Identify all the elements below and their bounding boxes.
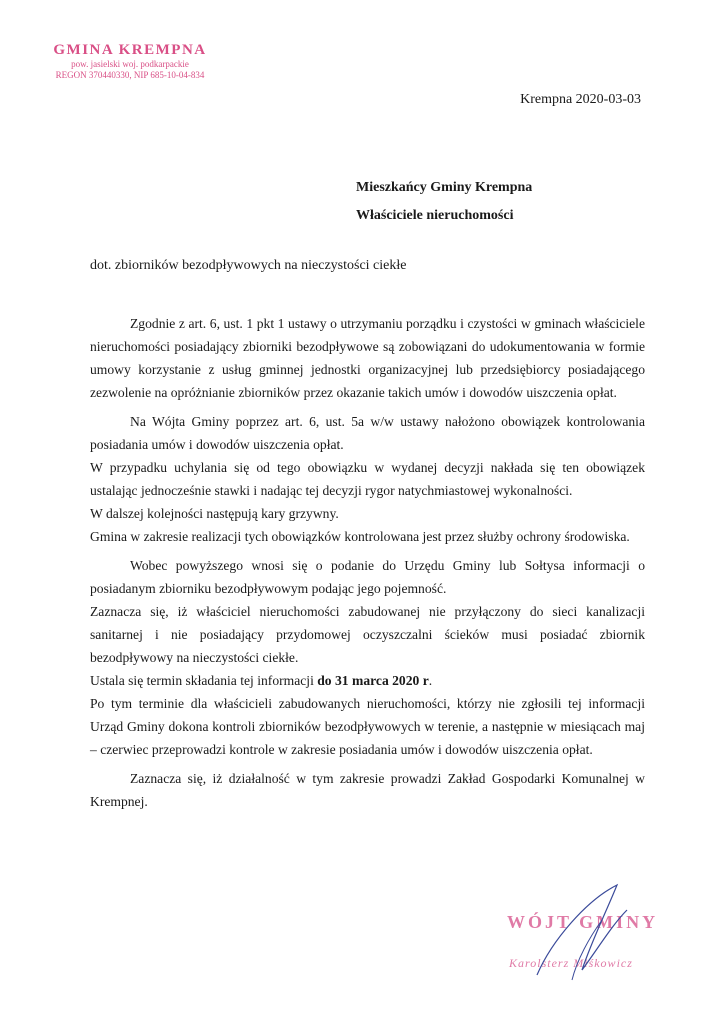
handwritten-signature-icon xyxy=(497,880,667,990)
letter-date: Krempna 2020-03-03 xyxy=(520,92,641,107)
paragraph-utility-company: Zaznacza się, iż działalność w tym zakresie prowadzi Zakład Gospodarki Komunalnej w Krempnej. xyxy=(90,771,645,809)
deadline-end: . xyxy=(428,673,433,688)
municipality-stamp xyxy=(40,42,220,81)
signature-stamp-name: Karolsterz Miśkowicz xyxy=(509,956,633,970)
stamp-regon-line: REGON 370440330, NIP 685-10-04-834 xyxy=(55,70,205,80)
deadline-date: do 31 marca 2020 r xyxy=(317,673,429,688)
recipient-residents: Mieszkańcy Gminy Krempna xyxy=(356,180,533,195)
recipients-block xyxy=(356,174,532,230)
letter-body xyxy=(90,312,645,813)
signature-stamp-title: WÓJT GMINY xyxy=(507,912,659,932)
paragraph-legal-basis: Zgodnie z art. 6, ust. 1 pkt 1 ustawy o utrzymaniu porządku i czystości w gminach właściciele nieruchomości posiadający zbiorniki bezodpływowe są zobowiązani do udokumentowania w formie umowy korzystanie z usług gminnej jednostki organizacyjnej lub przedsiębiorcy posiadającego zezwolenie na opróżnianie zbiorników przez okazanie takich umów i dowodów uiszczenia opłat. xyxy=(90,316,645,400)
paragraph-decision: W przypadku uchylania się od tego obowiązku w wydanej decyzji nakłada się ten obowiązek ustalając jednocześnie stawki i nadając tej decyzji rygor natychmiastowej wykonalności. xyxy=(90,460,645,498)
paragraph-inspections: Po tym terminie dla właścicieli zabudowanych nieruchomości, którzy nie zgłosili tej informacji Urząd Gminy dokona kontroli zbiorników bezodpływowych w terenie, a następnie w miesiącach maj – czerwiec przeprowadzi kontrole w zakresie posiadania umów i dowodów uiszczenia opłat. xyxy=(90,696,645,757)
paragraph-owner-obligation: Zaznacza się, iż właściciel nieruchomości zabudowanej nie przyłączony do sieci kanalizacji sanitarnej i nie posiadający przydomowej oczyszczalni ścieków musi posiadać zbiornik bezodpływowy na nieczystości ciekłe. xyxy=(90,604,645,665)
recipient-owners: Właściciele nieruchomości xyxy=(356,208,514,223)
paragraph-request: Wobec powyższego wnosi się o podanie do Urzędu Gminy lub Sołtysa informacji o posiadanym zbiorniku bezodpływowym podając jego pojemność. xyxy=(90,558,645,596)
paragraph-mayor-duty: Na Wójta Gminy poprzez art. 6, ust. 5a w/w ustawy nałożono obowiązek kontrolowania posiadania umów i dowodów uiszczenia opłat. xyxy=(90,414,645,452)
stamp-org-name: GMINA KREMPNA xyxy=(53,42,207,58)
paragraph-deadline xyxy=(90,669,645,692)
letter-subject: dot. zbiorników bezodpływowych na nieczystości ciekłe xyxy=(90,258,407,273)
deadline-text: Ustala się termin składania tej informacji xyxy=(90,673,318,688)
stamp-district-line: pow. jasielski woj. podkarpackie xyxy=(71,59,189,69)
paragraph-environment-control: Gmina w zakresie realizacji tych obowiązków kontrolowana jest przez służby ochrony środowiska. xyxy=(90,529,630,544)
signature-block xyxy=(497,880,667,990)
paragraph-fines: W dalszej kolejności następują kary grzywny. xyxy=(90,506,339,521)
